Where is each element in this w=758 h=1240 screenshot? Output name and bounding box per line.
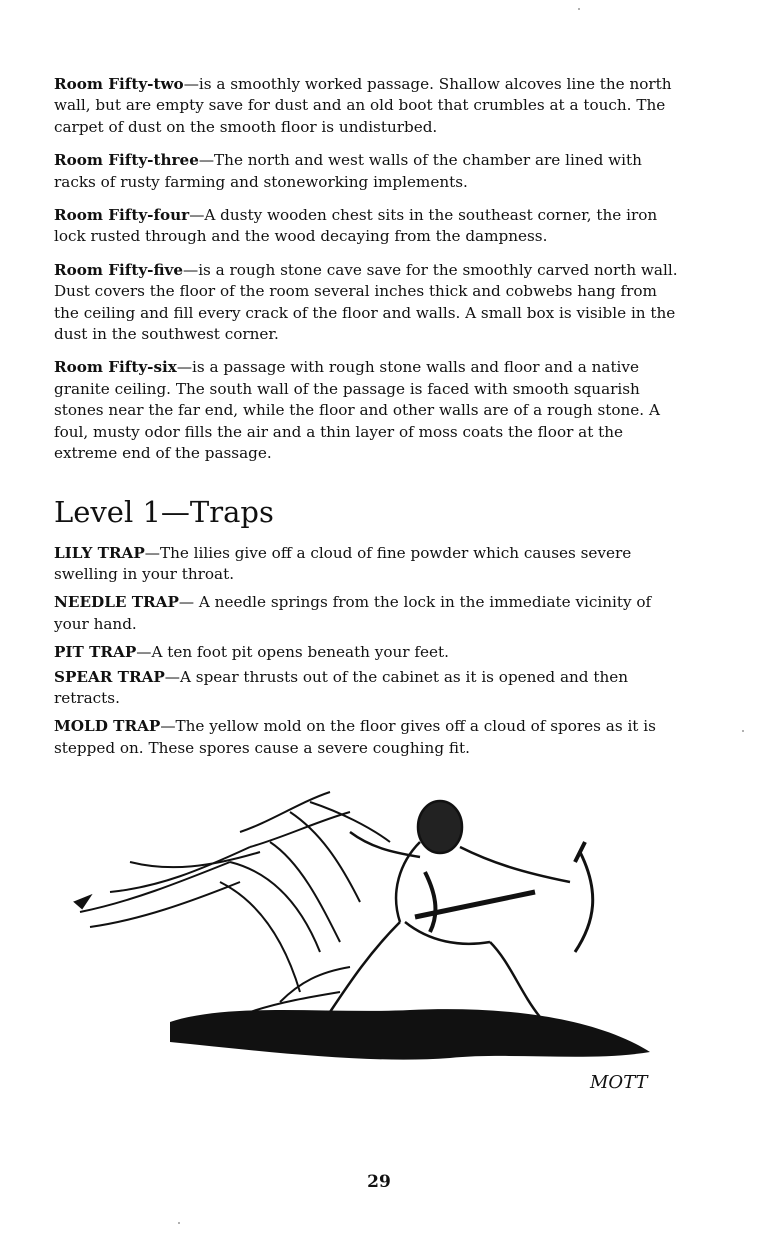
paper-speck: [578, 8, 580, 10]
room-entry: [54, 260, 686, 346]
trap-term: SPEAR TRAP: [54, 667, 165, 686]
paper-speck: [178, 1222, 180, 1224]
room-term: Room Fifty-six: [54, 358, 177, 377]
room-text: —The north and west walls of the chamber are lined with racks of rusty farming and stoneworking implements.: [54, 151, 642, 191]
illustration-warrior-vs-plant-monster: [70, 752, 670, 1102]
plant-monster: [75, 792, 390, 1012]
trap-text: —A spear thrusts out of the cabinet as it is opened and then retracts.: [54, 667, 629, 707]
ground-shadow: [170, 1009, 650, 1060]
room-text: —is a rough stone cave save for the smoothly carved north wall. Dust covers the floor of the room several inches thick and cobwebs hang from the ceiling and fill every crack of the floor and walls. A small box is visible in the dust in the southwest corner.: [54, 260, 678, 344]
trap-entry: [54, 642, 686, 663]
room-entry: [54, 150, 686, 193]
warrior-figure: [330, 801, 593, 1017]
room-text: —is a passage with rough stone walls and floor and a native granite ceiling. The south wall of the passage is faced with smooth squarish stones near the far end, while the floor and other walls are of a rough stone. A foul, musty odor fills the air and a thin layer of moss coats the floor at the extreme end of the passage.: [54, 358, 660, 463]
page-number: 29: [367, 1172, 391, 1192]
room-entry: [54, 205, 686, 248]
trap-text: — A needle springs from the lock in the immediate vicinity of your hand.: [54, 593, 652, 633]
room-term: Room Fifty-two: [54, 75, 184, 93]
page-content: [54, 74, 686, 766]
room-entry: [54, 357, 686, 464]
trap-term: NEEDLE TRAP: [54, 593, 179, 612]
trap-term: LILY TRAP: [54, 543, 145, 562]
trap-entry: [54, 667, 686, 710]
trap-entry: [54, 592, 686, 635]
trap-term: PIT TRAP: [54, 643, 137, 662]
paper-speck: [742, 730, 744, 732]
room-term: Room Fifty-four: [54, 206, 190, 225]
room-term: Room Fifty-three: [54, 151, 199, 170]
room-text: —A dusty wooden chest sits in the southeast corner, the iron lock rusted through and the wood decaying from the dampness.: [54, 206, 658, 246]
trap-term: MOLD TRAP: [54, 717, 161, 736]
room-text: —is a smoothly worked passage. Shallow alcoves line the north wall, but are empty save for dust and an old boot that crumbles at a touch. The carpet of dust on the smooth floor is undisturbed.: [54, 75, 672, 136]
room-entry: [54, 74, 686, 138]
section-heading: Level 1—Traps: [54, 494, 274, 529]
trap-text: —The lilies give off a cloud of fine powder which causes severe swelling in your throat.: [54, 543, 632, 583]
artist-signature: MOTT: [590, 1072, 648, 1093]
trap-entry: [54, 543, 686, 586]
trap-text: —The yellow mold on the floor gives off a cloud of spores as it is stepped on. These spores cause a severe coughing fit.: [54, 717, 656, 757]
trap-text: —A ten foot pit opens beneath your feet.: [136, 643, 449, 662]
room-term: Room Fifty-five: [54, 260, 183, 279]
